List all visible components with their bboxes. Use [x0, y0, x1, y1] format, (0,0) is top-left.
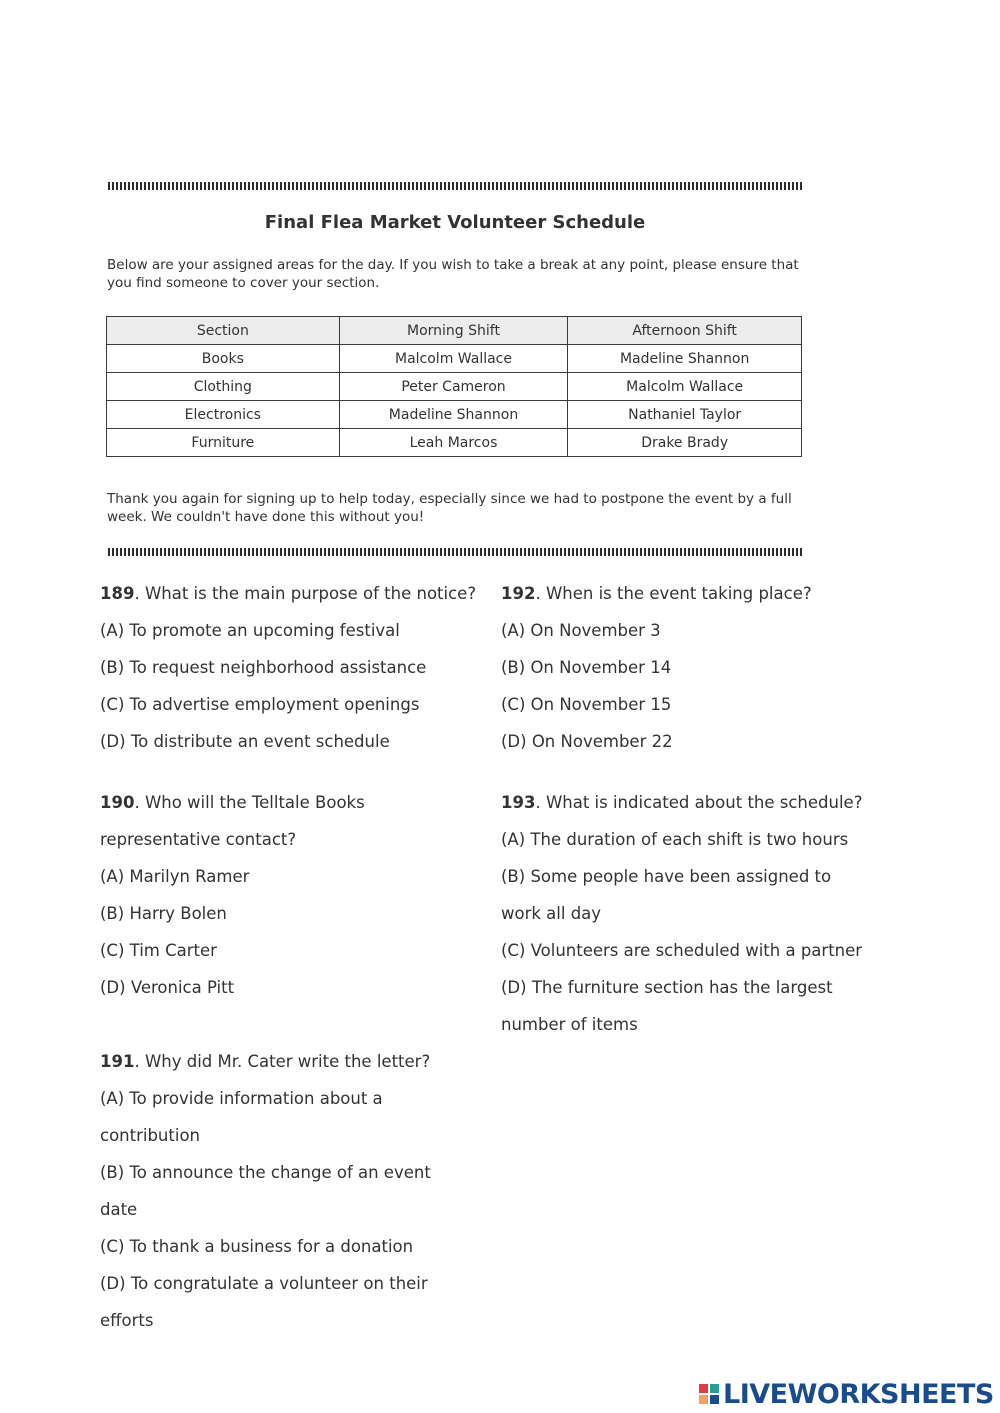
table-row: [107, 345, 802, 373]
question-number: 192: [501, 584, 536, 603]
option-193-b-continued[interactable]: work all day: [501, 904, 602, 923]
option-191-d[interactable]: (D) To congratulate a volunteer on their: [100, 1274, 428, 1293]
option-193-d-continued[interactable]: number of items: [501, 1015, 638, 1034]
option-191-b[interactable]: (B) To announce the change of an event: [100, 1163, 431, 1182]
question-number: 189: [100, 584, 135, 603]
table-cell: Nathaniel Taylor: [568, 401, 802, 429]
option-193-c[interactable]: (C) Volunteers are scheduled with a partner: [501, 941, 863, 960]
table-cell: Malcolm Wallace: [568, 373, 802, 401]
table-row: [107, 401, 802, 429]
notice-intro: Below are your assigned areas for the day. If you wish to take a break at any point, please ensure that you find someone to cover your section.: [107, 257, 799, 291]
liveworksheets-logo: [698, 1376, 994, 1412]
option-189-a[interactable]: (A) To promote an upcoming festival: [100, 621, 400, 640]
header-morning-shift: Morning Shift: [339, 317, 568, 345]
option-193-a[interactable]: (A) The duration of each shift is two hours: [501, 830, 849, 849]
logo-square: [709, 1394, 720, 1405]
table-cell: Books: [107, 345, 340, 373]
question-text: . When is the event taking place?: [535, 584, 812, 603]
question-number: 193: [501, 793, 536, 812]
logo-square: [698, 1383, 709, 1394]
option-189-c[interactable]: (C) To advertise employment openings: [100, 695, 420, 714]
option-190-d[interactable]: (D) Veronica Pitt: [100, 978, 235, 997]
option-192-c[interactable]: (C) On November 15: [501, 695, 672, 714]
volunteer-schedule-table: [106, 316, 802, 457]
question-text: . What is indicated about the schedule?: [535, 793, 863, 812]
table-cell: Leah Marcos: [339, 429, 568, 457]
option-192-d[interactable]: (D) On November 22: [501, 732, 673, 751]
table-cell: Furniture: [107, 429, 340, 457]
option-193-b[interactable]: (B) Some people have been assigned to: [501, 867, 832, 886]
notice-title: Final Flea Market Volunteer Schedule: [264, 212, 646, 233]
option-192-b[interactable]: (B) On November 14: [501, 658, 672, 677]
question-191: [100, 1050, 480, 1087]
question-text: . Who will the Telltale Books: [134, 793, 365, 812]
question-number: 191: [100, 1052, 135, 1071]
liveworksheets-logo-icon: [698, 1383, 720, 1405]
table-header-row: [107, 317, 802, 345]
table-cell: Malcolm Wallace: [339, 345, 568, 373]
question-text: . Why did Mr. Cater write the letter?: [134, 1052, 431, 1071]
table-cell: Drake Brady: [568, 429, 802, 457]
option-193-d[interactable]: (D) The furniture section has the largest: [501, 978, 833, 997]
spacer: [100, 1013, 480, 1037]
option-191-c[interactable]: (C) To thank a business for a donation: [100, 1237, 414, 1256]
table-cell: Madeline Shannon: [339, 401, 568, 429]
option-190-b[interactable]: (B) Harry Bolen: [100, 904, 227, 923]
table-cell: Peter Cameron: [339, 373, 568, 401]
option-192-a[interactable]: (A) On November 3: [501, 621, 661, 640]
table-cell: Electronics: [107, 401, 340, 429]
notice-thanks: Thank you again for signing up to help today, especially since we had to postpone the event by a full week. We couldn't have done this without you!: [107, 491, 792, 525]
question-193: [501, 791, 871, 828]
spacer: [100, 767, 480, 791]
option-191-b-continued[interactable]: date: [100, 1200, 138, 1219]
spacer: [100, 1037, 480, 1050]
question-text: . What is the main purpose of the notice?: [134, 584, 477, 603]
table-row: [107, 429, 802, 457]
table-cell: Madeline Shannon: [568, 345, 802, 373]
option-191-d-continued[interactable]: efforts: [100, 1311, 154, 1330]
option-191-a[interactable]: (A) To provide information about a: [100, 1089, 383, 1108]
option-189-d[interactable]: (D) To distribute an event schedule: [100, 732, 390, 751]
top-divider: [108, 182, 802, 190]
option-190-a[interactable]: (A) Marilyn Ramer: [100, 867, 250, 886]
spacer: [501, 767, 871, 791]
option-190-c[interactable]: (C) Tim Carter: [100, 941, 217, 960]
option-191-a-continued[interactable]: contribution: [100, 1126, 200, 1145]
questions-left-column: [100, 582, 480, 1346]
question-190: [100, 791, 480, 828]
question-number: 190: [100, 793, 135, 812]
logo-text: LIVEWORKSHEETS: [723, 1378, 994, 1410]
questions-right-column: [501, 582, 871, 1050]
question-192: [501, 582, 871, 619]
question-189: [100, 582, 480, 619]
question-190-continued: representative contact?: [100, 830, 297, 849]
bottom-divider: [108, 548, 802, 556]
logo-square: [709, 1383, 720, 1394]
header-section: Section: [107, 317, 340, 345]
logo-square: [698, 1394, 709, 1405]
table-cell: Clothing: [107, 373, 340, 401]
table-row: [107, 373, 802, 401]
option-189-b[interactable]: (B) To request neighborhood assistance: [100, 658, 427, 677]
header-afternoon-shift: Afternoon Shift: [568, 317, 802, 345]
